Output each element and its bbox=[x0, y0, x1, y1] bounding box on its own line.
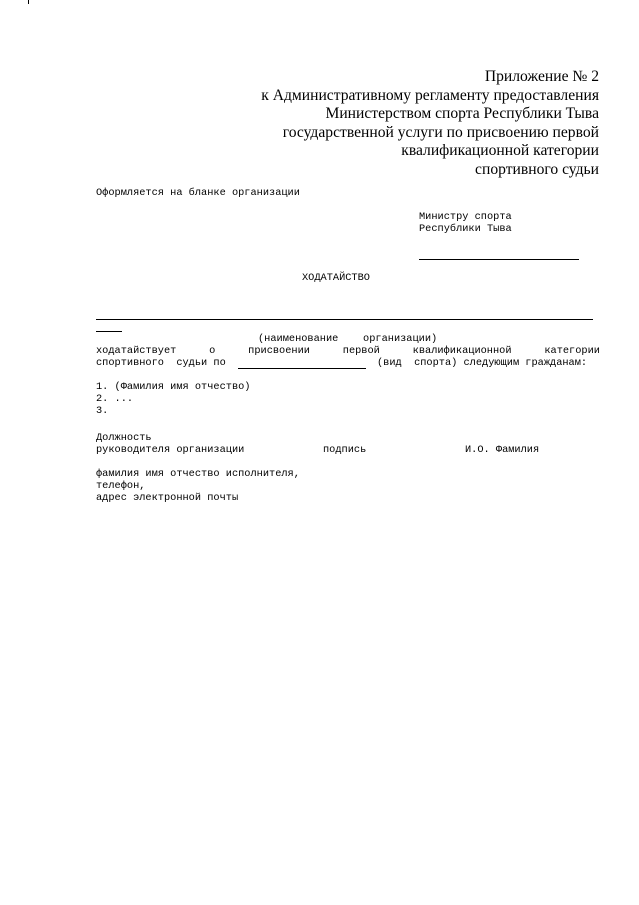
petition-word: первой bbox=[342, 345, 380, 357]
form-note: Оформляется на бланке организации bbox=[96, 187, 300, 199]
petition-word: присвоении bbox=[248, 345, 310, 357]
petition-line-2-start: спортивного судьи по bbox=[96, 357, 226, 369]
petition-word: категории bbox=[544, 345, 600, 357]
addressee-name-blank bbox=[419, 259, 579, 260]
petition-word: квалификационной bbox=[412, 345, 512, 357]
sport-type-blank bbox=[238, 368, 366, 369]
organization-caption: (наименование организации) bbox=[258, 333, 438, 345]
petition-word: ходатайствует bbox=[96, 345, 177, 357]
petition-line-2-end: (вид спорта) следующим гражданам: bbox=[377, 357, 588, 369]
appendix-header bbox=[179, 68, 599, 179]
document-title: ХОДАТАЙСТВО bbox=[302, 272, 370, 284]
header-line: квалификационной категории bbox=[401, 142, 599, 159]
list-item: 2. ... bbox=[96, 393, 134, 405]
executor-name: фамилия имя отчество исполнителя, bbox=[96, 468, 300, 480]
organization-name-blank-continuation bbox=[96, 331, 122, 332]
petition-line-1 bbox=[96, 345, 600, 357]
executor-email: адрес электронной почты bbox=[96, 492, 239, 504]
list-item: 3. bbox=[96, 405, 109, 417]
header-line: к Административному регламенту предоставления bbox=[261, 86, 599, 104]
header-line: Министерством спорта Республики Тыва bbox=[325, 105, 599, 122]
position-label-continued: руководителя организации bbox=[96, 444, 245, 456]
executor-phone: телефон, bbox=[96, 480, 146, 492]
addressee-line-1: Министру спорта bbox=[419, 211, 512, 223]
addressee-line-2: Республики Тыва bbox=[419, 223, 512, 235]
organization-name-blank bbox=[96, 319, 593, 320]
list-item: 1. (Фамилия имя отчество) bbox=[96, 381, 251, 393]
signature-label: подпись bbox=[323, 444, 367, 456]
appendix-number: Приложение № 2 bbox=[484, 68, 599, 85]
header-line: спортивного судьи bbox=[475, 160, 599, 178]
signatory-name-label: И.О. Фамилия bbox=[465, 444, 540, 456]
petition-word: о bbox=[209, 345, 216, 357]
scan-corner-mark bbox=[28, 0, 29, 4]
position-label: Должность bbox=[96, 432, 152, 444]
header-line: государственной услуги по присвоению первой bbox=[282, 123, 599, 141]
